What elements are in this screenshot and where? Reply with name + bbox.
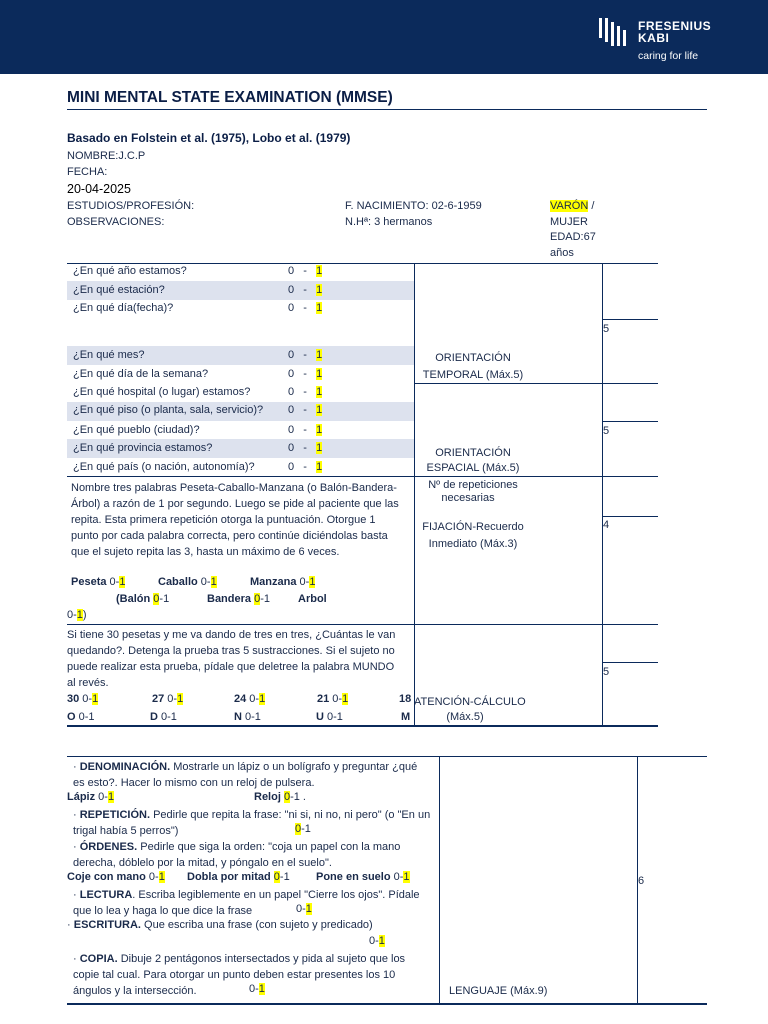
- word-peseta: Peseta 0-1: [71, 576, 126, 588]
- table1-bottom-rule: [67, 725, 658, 727]
- brand-name: FRESENIUS KABI: [638, 19, 712, 45]
- subtraction-30: 30 0-1: [67, 693, 99, 705]
- sex-female: MUJER: [550, 216, 588, 228]
- studies-label: ESTUDIOS/PROFESIÓN:: [67, 200, 195, 212]
- question-year: ¿En qué año estamos?: [73, 265, 187, 277]
- sex-male: VARÓN: [550, 200, 589, 212]
- subtraction-24: 24 0-1: [234, 693, 266, 705]
- table2-divider-left: [439, 756, 440, 1004]
- birth-date: F. NACIMIENTO: 02-6-1959: [345, 200, 482, 212]
- word-balon: (Balón 0-1: [116, 593, 170, 605]
- reading-text: · LECTURA. Escriba legiblemente en un papel "Cierre los ojos". Pídale que lo lea y haga lo que dice la frase: [73, 889, 420, 917]
- subtraction-27: 27 0-1: [152, 693, 184, 705]
- pencil-score: Lápiz 0-1: [67, 791, 115, 803]
- answer-score: 0 - 1: [288, 404, 323, 416]
- header-bar: [0, 0, 768, 74]
- question-country: ¿En qué país (o nación, autonomía)?: [73, 461, 255, 473]
- subtraction-18: 18: [399, 693, 412, 705]
- table2-bottom-rule: [67, 1003, 707, 1005]
- word-arbol-score: 0-1): [67, 609, 87, 621]
- letter-n: N 0-1: [234, 711, 261, 723]
- observations-label: OBSERVACIONES:: [67, 216, 165, 228]
- question-floor: ¿En qué piso (o planta, sala, servicio)?: [73, 404, 264, 416]
- fixation-instructions: Nombre tres palabras Peseta-Caballo-Manzana (o Balón-Bandera-Árbol) a razón de 1 por segundo. Luego se pide al paciente que las repita. Esta primera repetición otorga la puntuación. Otorgue 1 punto por cada palabra correcta, pero continúe diciéndolas basta que el sujeto repita las 3, hasta un máximo de 6 veces.: [71, 482, 399, 558]
- score-rule-3: [602, 516, 658, 517]
- fixation-score: 4: [603, 519, 610, 531]
- score-rule-2: [602, 421, 658, 422]
- fixation-section-rule: [67, 624, 658, 625]
- table2-top-rule: [67, 756, 707, 757]
- denomination-text: · DENOMINACIÓN. Mostrarle un lápiz o un bolígrafo y preguntar ¿qué es esto?. Hacer lo mismo con un reloj de pulsera.: [73, 761, 418, 789]
- answer-score: 0 - 1: [288, 284, 323, 296]
- copy-text: · COPIA. Dibuje 2 pentágonos intersectados y pida al sujeto que los copie tal cual. Para otorgar un punto deben estar presentes los 10 ángulos y la intersección.: [73, 953, 406, 997]
- answer-score: 0 - 1: [288, 461, 323, 473]
- letter-u: U 0-1: [316, 711, 343, 723]
- table1-top-rule: [67, 263, 658, 264]
- reading-score: 0-1: [296, 903, 312, 915]
- temporal-section-rule: [414, 383, 658, 384]
- language-label: LENGUAJE (Máx.9): [449, 985, 548, 997]
- repetition-text: · REPETICIÓN. Pedirle que repita la frase: "ni si, ni no, ni pero" (o "En un trigal había 5 perros"): [73, 809, 431, 837]
- spatial-label: ORIENTACIÓN: [435, 447, 511, 459]
- age-unit: años: [550, 247, 574, 259]
- watch-score: Reloj 0-1 .: [254, 791, 306, 803]
- order-take-score: Coje con mano 0-1: [67, 871, 165, 883]
- score-rule-4: [602, 662, 658, 663]
- letter-o: O 0-1: [67, 711, 95, 723]
- based-on: Basado en Folstein et al. (1975), Lobo et al. (1979): [67, 131, 351, 145]
- temporal-max: TEMPORAL (Máx.5): [422, 369, 524, 381]
- writing-score: 0-1: [369, 935, 385, 947]
- attention-score: 5: [603, 666, 610, 678]
- answer-score: 0 - 1: [288, 349, 323, 361]
- siblings: N.Hª: 3 hermanos: [345, 216, 433, 228]
- sex-field: VARÓN /: [550, 200, 595, 212]
- question-town: ¿En qué pueblo (ciudad)?: [73, 424, 200, 436]
- spatial-section-rule: [67, 476, 658, 477]
- answer-score: 0 - 1: [288, 424, 323, 436]
- fixation-max: Inmediato (Máx.3): [428, 538, 518, 550]
- letter-d: D 0-1: [150, 711, 177, 723]
- word-bandera: Bandera 0-1: [207, 593, 270, 605]
- language-score: 6: [638, 875, 645, 887]
- question-season: ¿En qué estación?: [73, 284, 165, 296]
- subtraction-21: 21 0-1: [317, 693, 349, 705]
- order-fold-score: Dobla por mitad 0-1: [187, 871, 290, 883]
- title-rule: [67, 109, 707, 110]
- attention-instructions: Si tiene 30 pesetas y me va dando de tres en tres, ¿Cuántas le van quedando?. Detenga la prueba tras 5 sustracciones. Si el sujeto no puede realizar esta prueba, pídale que deletree la palabra MUNDO al revés.: [67, 629, 396, 689]
- answer-score: 0 - 1: [288, 265, 323, 277]
- writing-text: · ESCRITURA. Que escriba una frase (con sujeto y predicado): [67, 919, 373, 931]
- question-weekday: ¿En qué día de la semana?: [73, 368, 209, 380]
- brand-tagline: caring for life: [638, 50, 699, 62]
- letter-m: M: [401, 711, 411, 723]
- answer-score: 0 - 1: [288, 302, 323, 314]
- word-arbol: Arbol: [298, 593, 327, 605]
- question-month: ¿En qué mes?: [73, 349, 145, 361]
- order-floor-score: Pone en suelo 0-1: [316, 871, 410, 883]
- age-value: EDAD:67: [550, 231, 596, 243]
- word-caballo: Caballo 0-1: [158, 576, 217, 588]
- date-label: FECHA:: [67, 166, 108, 178]
- repetitions-label: Nº de repeticiones: [428, 479, 518, 491]
- temporal-score: 5: [603, 323, 610, 335]
- answer-score: 0 - 1: [288, 368, 323, 380]
- repetition-score: 0-1: [295, 823, 311, 835]
- question-date: ¿En qué día(fecha)?: [73, 302, 174, 314]
- patient-name: NOMBRE:J.C.P: [67, 150, 146, 162]
- attention-max: (Máx.5): [446, 711, 484, 723]
- score-rule-1: [602, 319, 658, 320]
- page-title: MINI MENTAL STATE EXAMINATION (MMSE): [67, 89, 393, 106]
- temporal-label: ORIENTACIÓN: [435, 352, 511, 364]
- spatial-score: 5: [603, 425, 610, 437]
- copy-score: 0-1: [249, 983, 265, 995]
- question-hospital: ¿En qué hospital (o lugar) estamos?: [73, 386, 251, 398]
- attention-label: ATENCIÓN-CÁLCULO: [414, 696, 526, 708]
- fresenius-logo-icon: [598, 18, 630, 46]
- repetitions-label-2: necesarias: [441, 492, 495, 504]
- spatial-max: ESPACIAL (Máx.5): [426, 462, 520, 474]
- exam-date: 20-04-2025: [67, 182, 131, 196]
- orders-text: · ÓRDENES. Pedirle que siga la orden: "coja un papel con la mano derecha, dóblelo por la mitad, y póngalo en el suelo".: [73, 841, 401, 869]
- answer-score: 0 - 1: [288, 386, 323, 398]
- answer-score: 0 - 1: [288, 442, 323, 454]
- word-manzana: Manzana 0-1: [250, 576, 316, 588]
- question-province: ¿En qué provincia estamos?: [73, 442, 213, 454]
- fixation-label: FIJACIÓN-Recuerdo: [422, 521, 524, 533]
